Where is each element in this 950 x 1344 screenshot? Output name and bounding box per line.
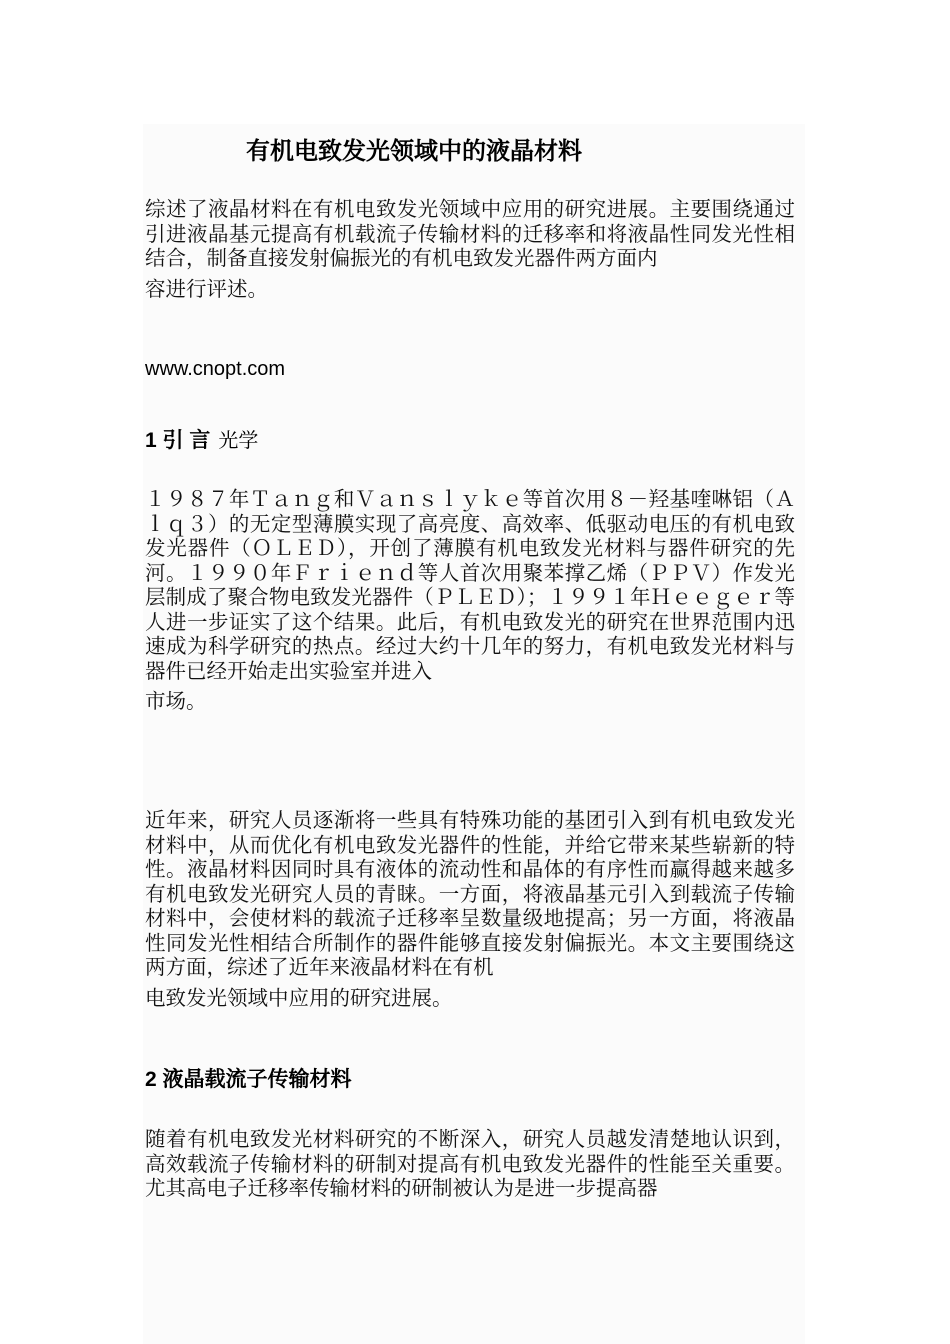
- section-1-paragraph-2: [145, 808, 795, 1010]
- abstract-body: 综述了液晶材料在有机电致发光领域中应用的研究进展。主要围绕通过引进液晶基元提高有机载流子传输材料的迁移率和将液晶性同发光性相结合，制备直接发射偏振光的有机电致发光器件两方面内: [145, 197, 795, 270]
- section-1-heading-text: 1 引 言: [145, 429, 211, 452]
- section-1-heading: [145, 426, 258, 455]
- source-url: www.cnopt.com: [145, 358, 286, 380]
- abstract-paragraph: [145, 197, 795, 301]
- section-1-paragraph-2-last-line: 电致发光领域中应用的研究进展。: [145, 985, 453, 1010]
- section-1-paragraph-1-last-line: 市场。: [145, 689, 207, 713]
- document-title: 有机电致发光领域中的液晶材料: [246, 136, 582, 165]
- section-1-heading-suffix: 光学: [218, 428, 259, 452]
- section-2-paragraph-1: [145, 1127, 795, 1201]
- section-2-heading: 2 液晶载流子传输材料: [145, 1068, 352, 1091]
- abstract-last-line: 容进行评述。: [145, 276, 268, 301]
- section-2-paragraph-1-body: 随着有机电致发光材料研究的不断深入，研究人员越发清楚地认识到，高效载流子传输材料的研制对提高有机电致发光器件的性能至关重要。尤其高电子迁移率传输材料的研制被认为是进一步提高器: [145, 1127, 795, 1200]
- section-1-paragraph-1-body: １９８７年Ｔａｎｇ和Ｖａｎｓｌｙｋｅ等首次用８－羟基喹啉铝（Ａｌｑ３）的无定型薄膜实现了高亮度、高效率、低驱动电压的有机电致发光器件（ＯＬＥＤ），开创了薄膜有机电致发光材料与器件研究的先河。１９９０年Ｆｒｉｅｎｄ等人首次用聚苯撑乙烯（ＰＰＶ）作发光层制成了聚合物电致发光器件（ＰＬＥＤ）；１９９１年Ｈｅｅｇｅｒ等人进一步证实了这个结果。此后，有机电致发光的研究在世界范围内迅速成为科学研究的热点。经过大约十几年的努力，有机电致发光材料与器件已经开始走出实验室并进入: [145, 487, 795, 683]
- section-1-paragraph-2-body: 近年来，研究人员逐渐将一些具有特殊功能的基团引入到有机电致发光材料中，从而优化有机电致发光器件的性能，并给它带来某些崭新的特性。液晶材料因同时具有液体的流动性和晶体的有序性而赢得越来越多有机电致发光研究人员的青睐。一方面，将液晶基元引入到载流子传输材料中，会使材料的载流子迁移率呈数量级地提高；另一方面，将液晶性同发光性相结合所制作的器件能够直接发射偏振光。本文主要围绕这两方面，综述了近年来液晶材料在有机: [145, 808, 795, 979]
- section-1-paragraph-1: [145, 487, 795, 714]
